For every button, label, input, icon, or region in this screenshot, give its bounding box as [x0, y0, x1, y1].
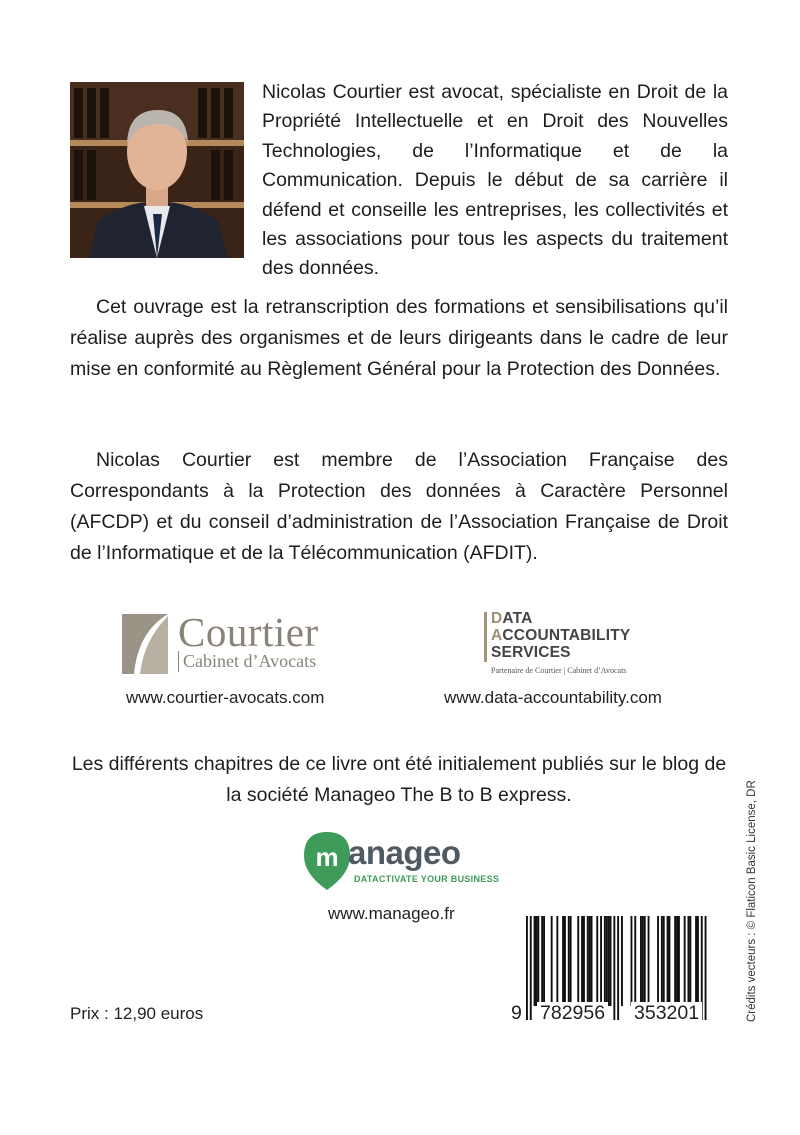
- courtier-subtitle: Cabinet d’Avocats: [178, 651, 316, 672]
- manageo-pin-icon: [302, 830, 352, 892]
- das-partner-line: Partenaire de Courtier | Cabinet d’Avocats: [491, 666, 627, 675]
- barcode-bar: [583, 916, 585, 1006]
- barcode-bar: [669, 916, 671, 1006]
- barcode-bar: [697, 916, 699, 1006]
- barcode-bar: [631, 916, 633, 1006]
- barcode-bar: [678, 916, 680, 1006]
- barcode-bar: [676, 916, 678, 1006]
- das-line-2: ACCOUNTABILITY: [491, 627, 631, 644]
- price-label: Prix : 12,90 euros: [70, 1004, 204, 1023]
- barcode-bar: [621, 916, 623, 1006]
- courtier-quill-icon: [120, 610, 170, 676]
- barcode-bar: [596, 916, 598, 1006]
- courtier-url[interactable]: www.courtier-avocats.com: [126, 688, 325, 707]
- barcode-bar: [667, 916, 669, 1006]
- barcode-bar: [648, 916, 650, 1006]
- barcode-bar: [689, 916, 691, 1006]
- manageo-logo: [302, 828, 502, 894]
- barcode-bar: [568, 916, 570, 1006]
- author-photo: [70, 82, 244, 258]
- barcode-bar: [663, 916, 665, 1006]
- barcode-bar: [642, 916, 644, 1006]
- courtier-logo: [120, 608, 350, 678]
- barcode-bar: [570, 916, 572, 1006]
- barcode-bar: [657, 916, 659, 1006]
- manageo-wordmark: anageo: [348, 834, 461, 871]
- barcode-bar: [581, 916, 583, 1006]
- barcode-guard-bar: [705, 916, 707, 1020]
- barcode-guard-bar: [613, 916, 615, 1020]
- barcode-bar: [587, 916, 589, 1006]
- author-bio: Nicolas Courtier est avocat, spécialiste en Droit de la Propriété Intellectuelle et en Droit des Nouvelles Technologies, de l’Informatique et de la Communication. Depuis le début de sa carrière il défend et conseille les entreprises, les collectivités et les associations pour tous les aspects du traitement des données.: [262, 81, 728, 280]
- data-accountability-logo: [484, 610, 684, 682]
- barcode-bar: [564, 916, 566, 1006]
- barcode-bar: [600, 916, 602, 1006]
- barcode-guard-bar: [526, 916, 528, 1020]
- barcode-bar: [541, 916, 543, 1006]
- das-line-3: SERVICES: [491, 644, 571, 661]
- barcode-bar: [536, 916, 538, 1006]
- isbn-left-group: 782956: [537, 1002, 608, 1025]
- barcode-bar: [610, 916, 612, 1006]
- image-credits: Crédits vecteurs : © Flaticon Basic License, DR: [746, 780, 758, 1022]
- das-line-1: DATA: [491, 610, 533, 627]
- barcode-bar: [661, 916, 663, 1006]
- manageo-url[interactable]: www.manageo.fr: [328, 904, 455, 923]
- barcode-bar: [551, 916, 553, 1006]
- barcode-bar: [688, 916, 690, 1006]
- barcode-bar: [608, 916, 610, 1006]
- author-portrait-image: [70, 82, 244, 258]
- barcode-bar: [556, 916, 558, 1006]
- barcode-bar: [684, 916, 686, 1006]
- barcode-bar: [640, 916, 642, 1006]
- author-memberships: Nicolas Courtier est membre de l’Association Française des Correspondants à la Protection des données à Caractère Personnel (AFCDP) et du conseil d’administration de l’Association Française de Droit de l’Informatique et de la Télécommunication (AFDIT).: [70, 449, 728, 564]
- svg-text:m: m: [315, 842, 339, 872]
- barcode-bar: [606, 916, 608, 1006]
- courtier-name: Courtier: [178, 609, 319, 655]
- barcode-bar: [562, 916, 564, 1006]
- blog-note: Les différents chapitres de ce livre ont été initialement publiés sur le blog de la société Manageo The B to B express.: [71, 753, 727, 806]
- das-accent-bar: [484, 612, 487, 662]
- manageo-tagline: DATACTIVATE YOUR BUSINESS: [354, 874, 500, 884]
- barcode-bar: [634, 916, 636, 1006]
- barcode-bar: [577, 916, 579, 1006]
- barcode-bar: [534, 916, 536, 1006]
- isbn-right-group: 353201: [631, 1002, 702, 1025]
- data-accountability-url[interactable]: www.data-accountability.com: [444, 688, 662, 707]
- isbn-prefix: 9: [511, 1002, 522, 1024]
- barcode-guard-bar: [530, 916, 532, 1020]
- barcode-bar: [674, 916, 676, 1006]
- barcode-bar: [589, 916, 591, 1006]
- barcode-bar: [537, 916, 539, 1006]
- book-description: Cet ouvrage est la retranscription des formations et sensibilisations qu’il réalise auprès des organismes et de leurs dirigeants dans le cadre de leur mise en conformité au Règlement Général pour la Protection des Données.: [70, 296, 728, 380]
- barcode-bar: [604, 916, 606, 1006]
- barcode-bar: [695, 916, 697, 1006]
- barcode-bar: [543, 916, 545, 1006]
- barcode-bar: [591, 916, 593, 1006]
- barcode-bar: [644, 916, 646, 1006]
- barcode-guard-bar: [617, 916, 619, 1020]
